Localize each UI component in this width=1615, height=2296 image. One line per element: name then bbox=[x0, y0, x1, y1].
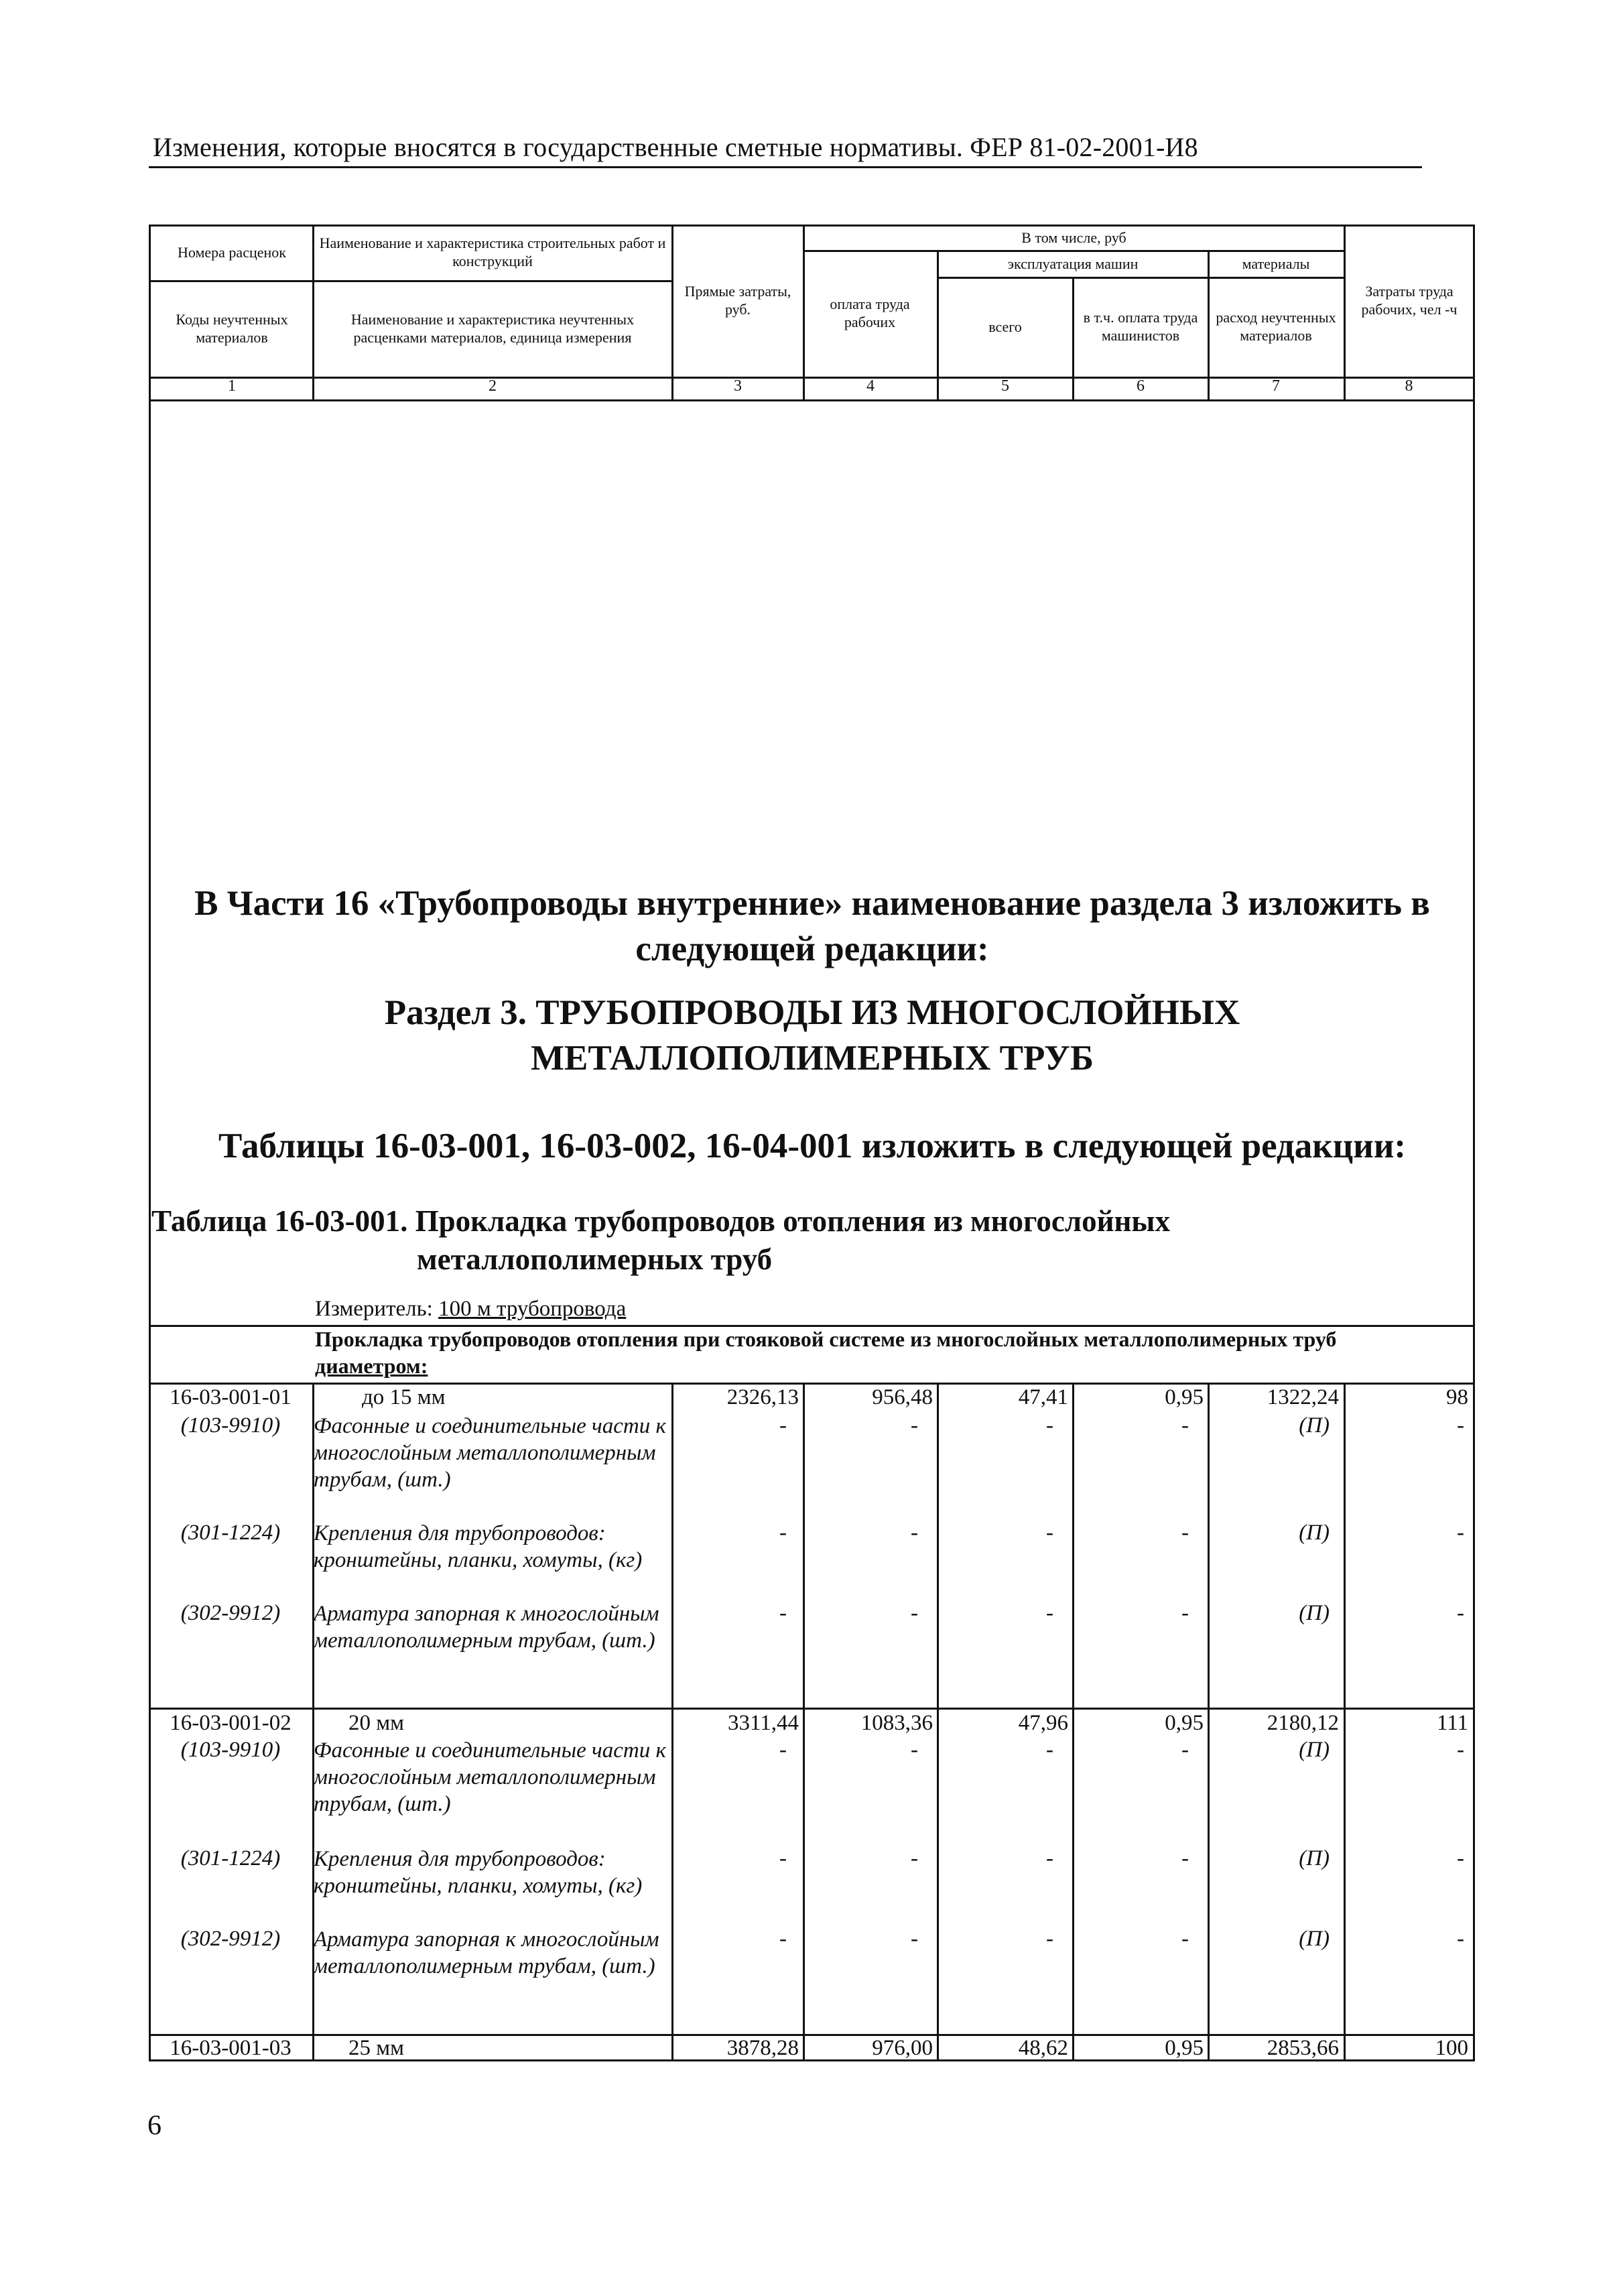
row-c6: 0,95 bbox=[1165, 1385, 1204, 1409]
header-col3: Прямые затраты, руб. bbox=[684, 283, 791, 318]
row-c3: - bbox=[779, 1413, 787, 1438]
header-col1-bottom: Коды неучтенных материалов bbox=[176, 311, 288, 346]
row-name: Фасонные и соединительные части к многослойным металлополимерным трубам, (шт.) bbox=[314, 1738, 666, 1816]
row-code: (301-1224) bbox=[180, 1521, 281, 1545]
row-c4: 976,00 bbox=[872, 2036, 933, 2060]
row-c5: - bbox=[1046, 1601, 1053, 1625]
row-c6: - bbox=[1181, 1846, 1189, 1870]
row-code: (302-9912) bbox=[180, 1601, 281, 1625]
row-c8: - bbox=[1457, 1413, 1464, 1438]
row-name: Арматура запорная к многослойным металлополимерным трубам, (шт.) bbox=[314, 1927, 659, 1978]
row-c6: 0,95 bbox=[1165, 1711, 1204, 1735]
header-divider bbox=[149, 399, 1475, 401]
row-c8: - bbox=[1457, 1601, 1464, 1625]
row-c4: - bbox=[911, 1601, 918, 1625]
measure-label: Измеритель: bbox=[315, 1297, 439, 1321]
col-number: 1 bbox=[228, 377, 236, 395]
header-col2-top: Наименование и характеристика строительных работ и конструкций bbox=[319, 235, 666, 269]
row-c3: - bbox=[779, 1601, 787, 1625]
row-c6: - bbox=[1181, 1413, 1189, 1438]
table-title-line-2: металлополимерных труб bbox=[417, 1242, 773, 1276]
row-c8: 98 bbox=[1446, 1385, 1468, 1409]
row-c7: (П) bbox=[1299, 1738, 1330, 1762]
row-c7: (П) bbox=[1299, 1521, 1330, 1545]
section-title bbox=[149, 991, 1476, 1082]
row-c8: - bbox=[1457, 1846, 1464, 1870]
row-name: Крепления для трубопроводов: кронштейны, планки, хомуты, (кг) bbox=[314, 1847, 643, 1898]
part-title bbox=[149, 881, 1476, 972]
row-c4: - bbox=[911, 1738, 918, 1762]
section-title-line-2: МЕТАЛЛОПОЛИМЕРНЫХ ТРУБ bbox=[531, 1038, 1094, 1078]
row-name: 25 мм bbox=[348, 2036, 405, 2060]
row-c4: - bbox=[911, 1521, 918, 1545]
col-number: 4 bbox=[866, 377, 875, 395]
row-c4: 956,48 bbox=[872, 1385, 933, 1409]
header-col4: оплата труда рабочих bbox=[830, 296, 910, 330]
col-number: 3 bbox=[734, 377, 742, 395]
row-c5: - bbox=[1046, 1927, 1053, 1951]
part-title-line-1: В Части 16 «Трубопроводы внутренние» наименование раздела 3 изложить в bbox=[194, 884, 1430, 923]
row-code: (103-9910) bbox=[180, 1738, 281, 1762]
header-col8: Затраты труда рабочих, чел -ч bbox=[1361, 283, 1458, 318]
row-c6: - bbox=[1181, 1738, 1189, 1762]
row-c8: 111 bbox=[1436, 1711, 1468, 1735]
row-name: Арматура запорная к многослойным металлополимерным трубам, (шт.) bbox=[314, 1602, 659, 1653]
row-c4: 1083,36 bbox=[860, 1711, 933, 1735]
header-rule bbox=[149, 166, 1422, 168]
page-number: 6 bbox=[147, 2110, 162, 2141]
table-title-line-1: Таблица 16-03-001. Прокладка трубопроводов отопления из многослойных bbox=[151, 1204, 1171, 1238]
row-c7: (П) bbox=[1299, 1413, 1330, 1438]
row-c3: 3311,44 bbox=[727, 1711, 799, 1735]
row-c3: 3878,28 bbox=[726, 2036, 799, 2060]
tables-note: Таблицы 16-03-001, 16-03-002, 16-04-001 изложить в следующей редакции: bbox=[218, 1127, 1407, 1165]
row-c3: 2326,13 bbox=[726, 1385, 799, 1409]
header-divider bbox=[312, 225, 314, 401]
row-code: 16-03-001-02 bbox=[170, 1711, 292, 1735]
header-col5: всего bbox=[988, 318, 1022, 335]
col-number: 8 bbox=[1405, 377, 1413, 395]
measure-value: 100 м трубопровода bbox=[438, 1297, 627, 1321]
header-divider bbox=[1344, 225, 1346, 401]
row-c7: (П) bbox=[1299, 1927, 1330, 1951]
row-c3: - bbox=[779, 1521, 787, 1545]
row-code: 16-03-001-03 bbox=[170, 2036, 292, 2060]
header-col6: в т.ч. оплата труда машинистов bbox=[1083, 309, 1198, 344]
row-c5: - bbox=[1046, 1413, 1053, 1438]
row-c7: (П) bbox=[1299, 1601, 1330, 1625]
header-col7: расход неучтенных материалов bbox=[1216, 309, 1336, 344]
row-c4: - bbox=[911, 1846, 918, 1870]
row-name: Фасонные и соединительные части к многослойным металлополимерным трубам, (шт.) bbox=[314, 1414, 666, 1492]
row-c3: - bbox=[779, 1846, 787, 1870]
row-c3: - bbox=[779, 1738, 787, 1762]
row-c4: - bbox=[911, 1927, 918, 1951]
row-c7: 2853,66 bbox=[1267, 2036, 1339, 2060]
row-c7: 1322,24 bbox=[1267, 1385, 1339, 1409]
header-machines: эксплуатация машин bbox=[1007, 255, 1139, 272]
row-c8: - bbox=[1457, 1521, 1464, 1545]
row-c6: - bbox=[1181, 1927, 1189, 1951]
group-title-line-2: диаметром: bbox=[315, 1354, 428, 1378]
group-title bbox=[315, 1326, 1336, 1379]
row-divider bbox=[149, 1708, 1475, 1710]
row-c3: - bbox=[779, 1927, 787, 1951]
col-number: 5 bbox=[1001, 377, 1009, 395]
part-title-line-2: следующей редакции: bbox=[635, 929, 989, 968]
row-c8: 100 bbox=[1435, 2036, 1468, 2060]
row-name: 20 мм bbox=[348, 1711, 405, 1735]
row-code: 16-03-001-01 bbox=[170, 1385, 292, 1409]
header-materials: материалы bbox=[1242, 255, 1310, 272]
row-name: Крепления для трубопроводов: кронштейны, планки, хомуты, (кг) bbox=[314, 1521, 643, 1572]
row-c5: 48,62 bbox=[1018, 2036, 1068, 2060]
group-title-line-1: Прокладка трубопроводов отопления при стояковой системе из многослойных металлополимерных труб bbox=[315, 1327, 1337, 1351]
row-c5: - bbox=[1046, 1521, 1053, 1545]
col-number: 7 bbox=[1272, 377, 1280, 395]
row-code: (103-9910) bbox=[180, 1413, 281, 1438]
row-c5: 47,96 bbox=[1018, 1711, 1068, 1735]
section-title-line-1: Раздел 3. ТРУБОПРОВОДЫ ИЗ МНОГОСЛОЙНЫХ bbox=[384, 993, 1240, 1032]
row-code: (302-9912) bbox=[180, 1927, 281, 1951]
row-code: (301-1224) bbox=[180, 1846, 281, 1870]
header-col1-top: Номера расценок bbox=[178, 243, 286, 261]
row-c6: - bbox=[1181, 1521, 1189, 1545]
row-c5: 47,41 bbox=[1018, 1385, 1068, 1409]
row-c8: - bbox=[1457, 1738, 1464, 1762]
header-divider bbox=[671, 225, 673, 401]
row-c6: - bbox=[1181, 1601, 1189, 1625]
header-group: В том числе, руб bbox=[1021, 229, 1126, 246]
row-c5: - bbox=[1046, 1738, 1053, 1762]
header-divider bbox=[149, 280, 671, 282]
row-c7: 2180,12 bbox=[1267, 1711, 1339, 1735]
running-header: Изменения, которые вносятся в государственные сметные нормативы. ФЕР 81-02-2001-И8 bbox=[153, 132, 1198, 162]
header-col2-bottom: Наименование и характеристика неучтенных расценками материалов, единица измерения bbox=[350, 311, 635, 346]
row-c5: - bbox=[1046, 1846, 1053, 1870]
measure-line bbox=[315, 1297, 626, 1322]
row-c6: 0,95 bbox=[1165, 2036, 1204, 2060]
row-c4: - bbox=[911, 1413, 918, 1438]
row-c7: (П) bbox=[1299, 1846, 1330, 1870]
row-name: до 15 мм bbox=[362, 1385, 446, 1409]
row-c8: - bbox=[1457, 1927, 1464, 1951]
col-number: 2 bbox=[489, 377, 497, 395]
col-number: 6 bbox=[1137, 377, 1145, 395]
